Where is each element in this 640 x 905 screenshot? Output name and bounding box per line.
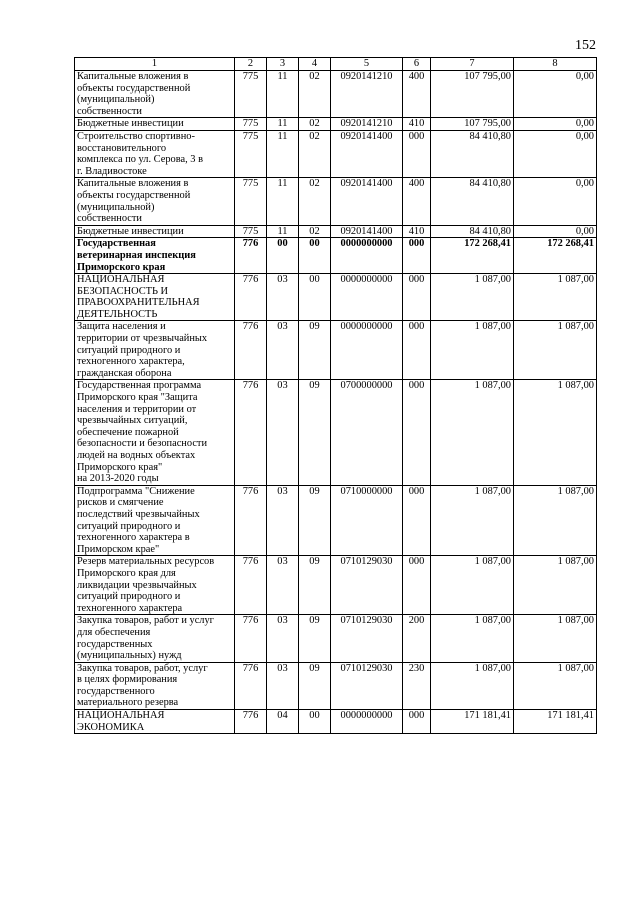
table-row (75, 380, 597, 485)
amount-2020-cell: 1 087,00 (514, 485, 597, 556)
subsection-cell: 09 (299, 662, 331, 709)
amount-2019-cell: 1 087,00 (431, 485, 514, 556)
grbs-cell: 776 (235, 238, 267, 274)
table-row (75, 615, 597, 662)
grbs-cell: 776 (235, 485, 267, 556)
section-cell: 03 (267, 615, 299, 662)
target-article-cell: 0000000000 (331, 710, 403, 734)
target-article-cell: 0710129030 (331, 556, 403, 615)
amount-2019-cell: 171 181,41 (431, 710, 514, 734)
column-header: 1 (75, 58, 235, 71)
section-cell: 00 (267, 238, 299, 274)
column-header: 6 (403, 58, 431, 71)
table-row (75, 238, 597, 274)
section-cell: 11 (267, 178, 299, 225)
row-name-cell: Резерв материальных ресурсов Приморского края для ликвидации чрезвычайных ситуаций природного и техногенного характера (75, 556, 235, 615)
target-article-cell: 0710129030 (331, 662, 403, 709)
row-name-cell: Подпрограмма "Снижение рисков и смягчение последствий чрезвычайных ситуаций природного и техногенного характера в Приморском крае" (75, 485, 235, 556)
subsection-cell: 02 (299, 178, 331, 225)
section-cell: 03 (267, 485, 299, 556)
amount-2019-cell: 107 795,00 (431, 71, 514, 118)
row-name-cell: Капитальные вложения в объекты государственной (муниципальной) собственности (75, 178, 235, 225)
row-name-cell: Защита населения и территории от чрезвычайных ситуаций природного и техногенного характера, гражданская оборона (75, 321, 235, 380)
amount-2020-cell: 1 087,00 (514, 615, 597, 662)
grbs-cell: 775 (235, 225, 267, 238)
amount-2020-cell: 172 268,41 (514, 238, 597, 274)
expense-type-cell: 000 (403, 380, 431, 485)
amount-2019-cell: 1 087,00 (431, 662, 514, 709)
subsection-cell: 02 (299, 225, 331, 238)
target-article-cell: 0920141400 (331, 130, 403, 177)
grbs-cell: 776 (235, 662, 267, 709)
row-name-cell: Строительство спортивно- восстановительного комплекса по ул. Серова, 3 в г. Владивостоке (75, 130, 235, 177)
column-header: 5 (331, 58, 403, 71)
table-row (75, 178, 597, 225)
grbs-cell: 775 (235, 178, 267, 225)
row-name-cell: Бюджетные инвестиции (75, 225, 235, 238)
amount-2019-cell: 84 410,80 (431, 130, 514, 177)
subsection-cell: 02 (299, 71, 331, 118)
amount-2020-cell: 0,00 (514, 225, 597, 238)
target-article-cell: 0920141400 (331, 225, 403, 238)
table-row (75, 321, 597, 380)
column-header: 7 (431, 58, 514, 71)
grbs-cell: 776 (235, 710, 267, 734)
expense-type-cell: 000 (403, 321, 431, 380)
expense-type-cell: 000 (403, 274, 431, 321)
grbs-cell: 776 (235, 274, 267, 321)
subsection-cell: 09 (299, 485, 331, 556)
amount-2019-cell: 1 087,00 (431, 615, 514, 662)
row-name-cell: Бюджетные инвестиции (75, 118, 235, 131)
amount-2019-cell: 1 087,00 (431, 274, 514, 321)
amount-2019-cell: 84 410,80 (431, 225, 514, 238)
amount-2019-cell: 172 268,41 (431, 238, 514, 274)
subsection-cell: 09 (299, 615, 331, 662)
section-cell: 11 (267, 118, 299, 131)
amount-2020-cell: 0,00 (514, 130, 597, 177)
amount-2019-cell: 107 795,00 (431, 118, 514, 131)
grbs-cell: 775 (235, 130, 267, 177)
grbs-cell: 775 (235, 118, 267, 131)
expense-type-cell: 000 (403, 556, 431, 615)
expense-type-cell: 230 (403, 662, 431, 709)
row-name-cell: Закупка товаров, работ и услуг для обеспечения государственных (муниципальных) нужд (75, 615, 235, 662)
section-cell: 11 (267, 225, 299, 238)
section-cell: 03 (267, 380, 299, 485)
target-article-cell: 0920141400 (331, 178, 403, 225)
target-article-cell: 0920141210 (331, 71, 403, 118)
amount-2019-cell: 84 410,80 (431, 178, 514, 225)
amount-2020-cell: 1 087,00 (514, 274, 597, 321)
row-name-cell: Закупка товаров, работ, услуг в целях формирования государственного материального резерва (75, 662, 235, 709)
expense-type-cell: 000 (403, 485, 431, 556)
section-cell: 11 (267, 130, 299, 177)
section-cell: 03 (267, 321, 299, 380)
table-row (75, 662, 597, 709)
amount-2020-cell: 1 087,00 (514, 556, 597, 615)
subsection-cell: 09 (299, 380, 331, 485)
subsection-cell: 00 (299, 274, 331, 321)
target-article-cell: 0000000000 (331, 321, 403, 380)
section-cell: 03 (267, 556, 299, 615)
expense-type-cell: 000 (403, 130, 431, 177)
column-header: 4 (299, 58, 331, 71)
target-article-cell: 0710000000 (331, 485, 403, 556)
amount-2020-cell: 0,00 (514, 71, 597, 118)
table-row (75, 118, 597, 131)
amount-2020-cell: 0,00 (514, 118, 597, 131)
row-name-cell: Государственная программа Приморского края "Защита населения и территории от чрезвычайных ситуаций, обеспечение пожарной безопасности и безопасности людей на водных объектах Приморского края" на 2013-2020 годы (75, 380, 235, 485)
grbs-cell: 776 (235, 380, 267, 485)
amount-2020-cell: 1 087,00 (514, 321, 597, 380)
target-article-cell: 0000000000 (331, 274, 403, 321)
subsection-cell: 00 (299, 710, 331, 734)
amount-2020-cell: 1 087,00 (514, 380, 597, 485)
table-row (75, 225, 597, 238)
expense-type-cell: 000 (403, 238, 431, 274)
amount-2019-cell: 1 087,00 (431, 321, 514, 380)
column-header: 3 (267, 58, 299, 71)
amount-2020-cell: 171 181,41 (514, 710, 597, 734)
table-row (75, 710, 597, 734)
section-cell: 11 (267, 71, 299, 118)
amount-2020-cell: 0,00 (514, 178, 597, 225)
subsection-cell: 09 (299, 321, 331, 380)
expense-type-cell: 400 (403, 71, 431, 118)
column-header: 2 (235, 58, 267, 71)
subsection-cell: 02 (299, 130, 331, 177)
target-article-cell: 0700000000 (331, 380, 403, 485)
grbs-cell: 776 (235, 556, 267, 615)
table-header-row (75, 58, 597, 71)
amount-2020-cell: 1 087,00 (514, 662, 597, 709)
subsection-cell: 00 (299, 238, 331, 274)
amount-2019-cell: 1 087,00 (431, 380, 514, 485)
table-row (75, 485, 597, 556)
expense-type-cell: 400 (403, 178, 431, 225)
subsection-cell: 09 (299, 556, 331, 615)
grbs-cell: 776 (235, 615, 267, 662)
budget-table (74, 57, 597, 734)
table-row (75, 130, 597, 177)
column-header: 8 (514, 58, 597, 71)
grbs-cell: 775 (235, 71, 267, 118)
expense-type-cell: 410 (403, 118, 431, 131)
table-row (75, 556, 597, 615)
expense-type-cell: 200 (403, 615, 431, 662)
table-row (75, 274, 597, 321)
page-number: 152 (575, 38, 596, 53)
grbs-cell: 776 (235, 321, 267, 380)
section-cell: 03 (267, 274, 299, 321)
subsection-cell: 02 (299, 118, 331, 131)
row-name-cell: НАЦИОНАЛЬНАЯ ЭКОНОМИКА (75, 710, 235, 734)
section-cell: 03 (267, 662, 299, 709)
row-name-cell: Государственная ветеринарная инспекция Приморского края (75, 238, 235, 274)
target-article-cell: 0710129030 (331, 615, 403, 662)
row-name-cell: НАЦИОНАЛЬНАЯ БЕЗОПАСНОСТЬ И ПРАВООХРАНИТЕЛЬНАЯ ДЕЯТЕЛЬНОСТЬ (75, 274, 235, 321)
target-article-cell: 0920141210 (331, 118, 403, 131)
amount-2019-cell: 1 087,00 (431, 556, 514, 615)
target-article-cell: 0000000000 (331, 238, 403, 274)
expense-type-cell: 410 (403, 225, 431, 238)
table-row (75, 71, 597, 118)
expense-type-cell: 000 (403, 710, 431, 734)
row-name-cell: Капитальные вложения в объекты государственной (муниципальной) собственности (75, 71, 235, 118)
section-cell: 04 (267, 710, 299, 734)
